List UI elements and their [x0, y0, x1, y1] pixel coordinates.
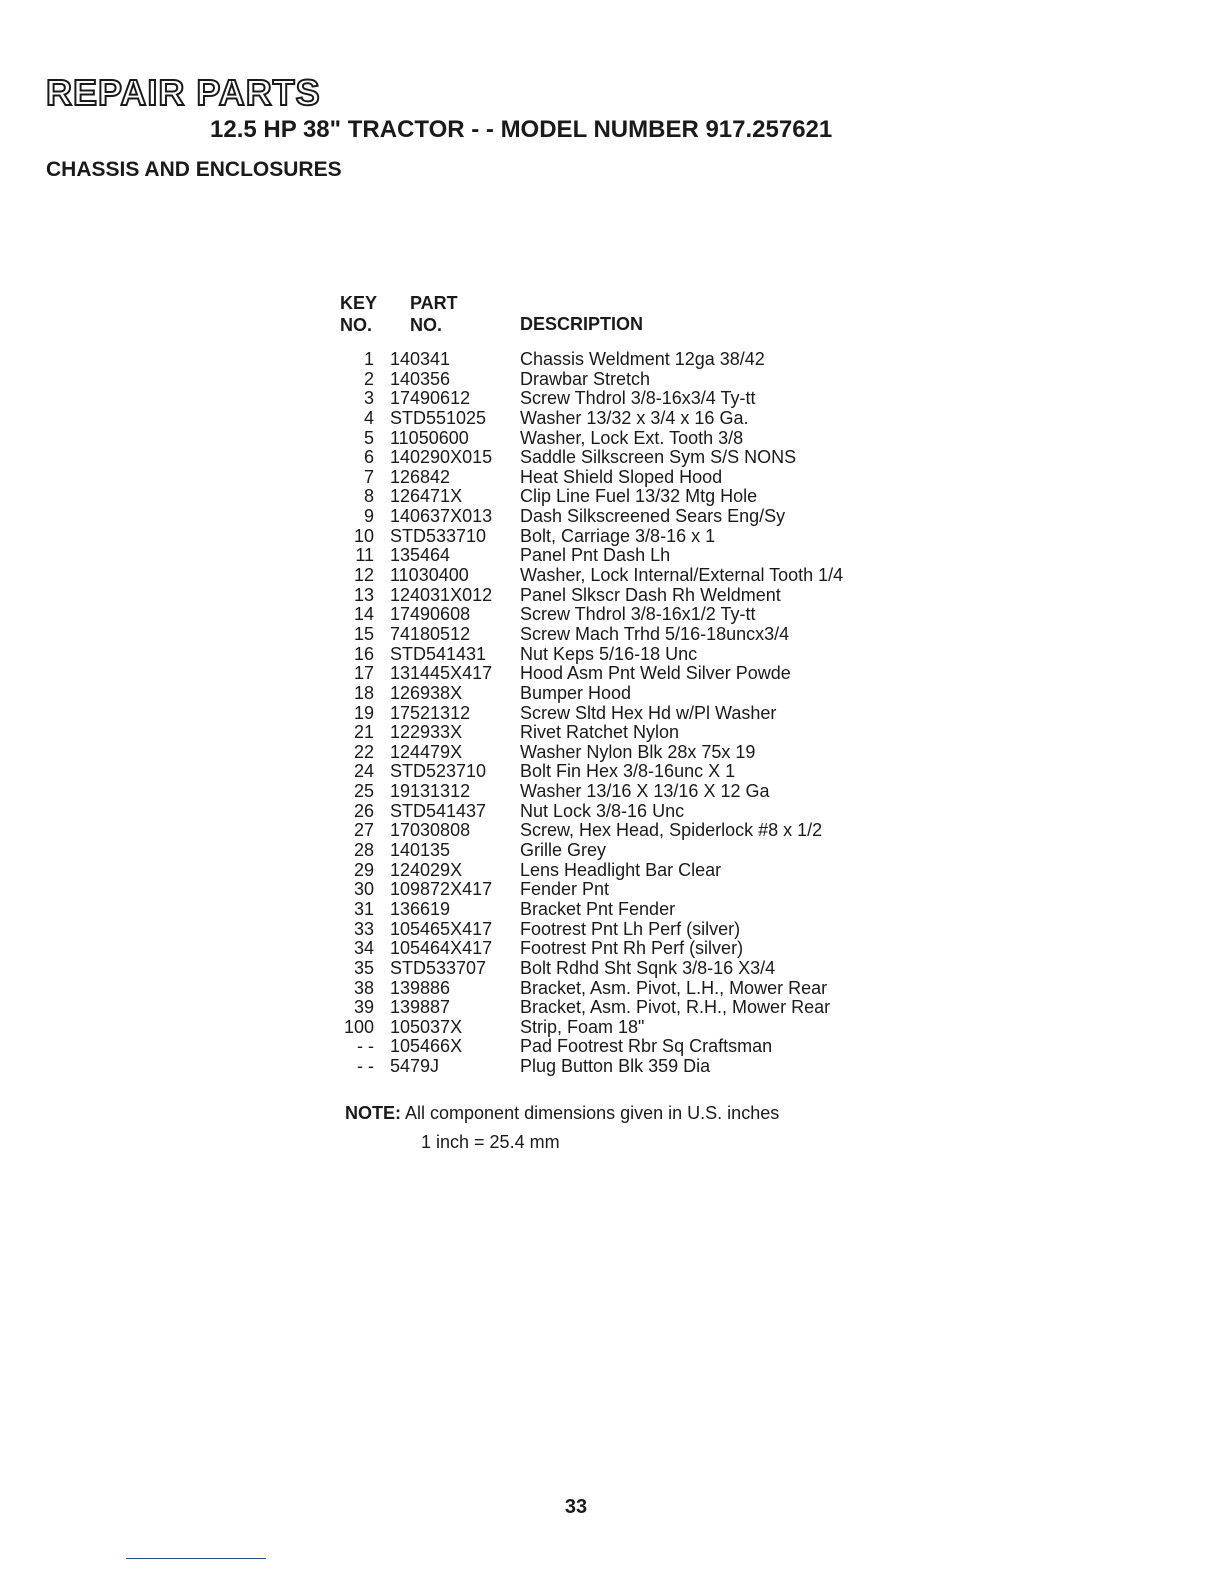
part-description: Strip, Foam 18" — [520, 1016, 645, 1037]
key-no: 26 — [353, 800, 374, 821]
key-no: 25 — [353, 781, 374, 802]
part-no: STD523710 — [390, 761, 487, 782]
part-description: Bracket, Asm. Pivot, L.H., Mower Rear — [520, 977, 828, 998]
part-description: Lens Headlight Bar Clear — [520, 859, 722, 880]
part-no: 126938X — [390, 682, 463, 703]
part-no: STD551025 — [390, 407, 487, 428]
part-description: Panel Pnt Dash Lh — [520, 545, 671, 566]
page-title: REPAIR PARTS — [46, 72, 321, 113]
key-no: 7 — [363, 466, 374, 487]
key-no: 35 — [353, 957, 374, 978]
part-description: Bracket, Asm. Pivot, R.H., Mower Rear — [520, 997, 831, 1018]
part-description: Plug Button Blk 359 Dia — [520, 1056, 711, 1077]
part-description: Washer 13/16 X 13/16 X 12 Ga — [520, 781, 770, 802]
part-description: Bolt, Carriage 3/8-16 x 1 — [520, 525, 716, 546]
part-no-header — [410, 292, 458, 336]
part-no: STD541437 — [390, 800, 487, 821]
note-block — [345, 1099, 780, 1152]
part-no: 122933X — [390, 722, 463, 743]
part-no: 140135 — [390, 840, 451, 861]
part-description: Pad Footrest Rbr Sq Craftsman — [520, 1036, 773, 1057]
part-description: Nut Lock 3/8-16 Unc — [520, 800, 685, 821]
part-no: 74180512 — [390, 623, 471, 644]
part-no: 5479J — [390, 1056, 440, 1077]
key-no: 24 — [353, 761, 374, 782]
key-no: 39 — [353, 997, 374, 1018]
key-no: 9 — [363, 506, 374, 527]
key-no: 1 — [363, 349, 374, 369]
key-no: 14 — [353, 604, 374, 625]
key-no: 6 — [363, 447, 374, 468]
footer-rule — [126, 1558, 266, 1559]
part-no: 140356 — [390, 368, 451, 389]
key-no: 13 — [353, 584, 374, 605]
part-description: Fender Pnt — [520, 879, 610, 900]
model-subtitle: 12.5 HP 38" TRACTOR - - MODEL NUMBER 917.257621 — [210, 116, 833, 143]
key-header-line2: NO. — [340, 315, 373, 335]
part-description: Bolt Fin Hex 3/8-16unc X 1 — [520, 761, 736, 782]
part-description: Clip Line Fuel 13/32 Mtg Hole — [520, 486, 758, 507]
part-no: 124029X — [390, 859, 463, 880]
part-description: Footrest Pnt Rh Perf (silver) — [520, 938, 744, 959]
key-no: 5 — [363, 427, 374, 448]
part-no: 19131312 — [390, 781, 471, 802]
part-no: 126471X — [390, 486, 463, 507]
note-line2: 1 inch = 25.4 mm — [421, 1132, 560, 1152]
part-header-line1: PART — [410, 293, 458, 313]
key-no: 18 — [353, 682, 374, 703]
part-no: 105466X — [390, 1036, 463, 1057]
key-no: 11 — [355, 545, 374, 566]
key-no: 17 — [353, 663, 374, 684]
part-no: 136619 — [390, 898, 451, 919]
part-description: Footrest Pnt Lh Perf (silver) — [520, 918, 741, 939]
part-description: Drawbar Stretch — [520, 368, 651, 389]
part-description: Bracket Pnt Fender — [520, 898, 676, 919]
key-no: 100 — [343, 1016, 374, 1037]
key-no: 2 — [363, 368, 374, 389]
part-no: 105037X — [390, 1016, 463, 1037]
part-no: 139886 — [390, 977, 451, 998]
description-header: DESCRIPTION — [520, 314, 644, 334]
part-description: Screw Thdrol 3/8-16x1/2 Ty-tt — [520, 604, 756, 625]
part-no: 109872X417 — [390, 879, 493, 900]
part-description: Washer, Lock Internal/External Tooth 1/4 — [520, 565, 844, 586]
part-description: Washer 13/32 x 3/4 x 16 Ga. — [520, 407, 749, 428]
note-label: NOTE: — [345, 1103, 401, 1123]
part-no: 140637X013 — [390, 506, 493, 527]
key-no: 33 — [353, 918, 374, 939]
key-no: 27 — [353, 820, 374, 841]
key-no: - - — [357, 1056, 374, 1077]
key-header-line1: KEY — [340, 293, 378, 313]
part-no: 126842 — [390, 466, 451, 487]
key-no: 21 — [353, 722, 374, 743]
part-description: Grille Grey — [520, 840, 607, 861]
part-description: Washer Nylon Blk 28x 75x 19 — [520, 741, 756, 762]
part-description: Chassis Weldment 12ga 38/42 — [520, 349, 765, 369]
page-number: 33 — [564, 1496, 588, 1518]
part-description: Saddle Silkscreen Sym S/S NONS — [520, 447, 797, 468]
part-no: 11050600 — [390, 427, 469, 448]
part-no: STD533707 — [390, 957, 487, 978]
key-no: 3 — [363, 388, 374, 409]
part-description: Screw Sltd Hex Hd w/Pl Washer — [520, 702, 777, 723]
part-description: Panel Slkscr Dash Rh Weldment — [520, 584, 781, 605]
part-no: 124479X — [390, 741, 463, 762]
key-no: 22 — [353, 741, 374, 762]
key-no: 10 — [353, 525, 374, 546]
key-no: 30 — [353, 879, 374, 900]
key-no: 15 — [353, 623, 374, 644]
part-no: 17521312 — [390, 702, 471, 723]
key-no: 38 — [353, 977, 374, 998]
key-no: 8 — [363, 486, 374, 507]
key-no: 34 — [353, 938, 374, 959]
key-no: 12 — [353, 565, 374, 586]
key-no: 19 — [353, 702, 374, 723]
part-no: 105465X417 — [390, 918, 493, 939]
key-no: 29 — [353, 859, 374, 880]
part-description: Bolt Rdhd Sht Sqnk 3/8-16 X3/4 — [520, 957, 776, 978]
part-no: 139887 — [390, 997, 451, 1018]
part-no: STD541431 — [390, 643, 487, 664]
part-no: 140341 — [390, 349, 451, 369]
key-no: 16 — [353, 643, 374, 664]
key-no: - - — [357, 1036, 374, 1057]
part-no: 17490612 — [390, 388, 471, 409]
part-description: Nut Keps 5/16-18 Unc — [520, 643, 698, 664]
part-description: Screw, Hex Head, Spiderlock #8 x 1/2 — [520, 820, 823, 841]
key-no: 31 — [353, 898, 374, 919]
part-description: Heat Shield Sloped Hood — [520, 466, 723, 487]
part-no: STD533710 — [390, 525, 487, 546]
part-description: Rivet Ratchet Nylon — [520, 722, 680, 743]
part-no: 135464 — [390, 545, 451, 566]
section-heading: CHASSIS AND ENCLOSURES — [46, 158, 342, 181]
part-no: 17030808 — [390, 820, 471, 841]
part-no: 105464X417 — [390, 938, 493, 959]
part-description: Bumper Hood — [520, 682, 632, 703]
key-no-header — [340, 292, 377, 336]
part-description: Screw Mach Trhd 5/16-18uncx3/4 — [520, 623, 790, 644]
part-no: 124031X012 — [390, 584, 493, 605]
key-no: 28 — [353, 840, 374, 861]
part-description: Hood Asm Pnt Weld Silver Powde — [520, 663, 791, 684]
part-no: 11030400 — [390, 565, 469, 586]
part-no: 140290X015 — [390, 447, 493, 468]
part-description: Dash Silkscreened Sears Eng/Sy — [520, 506, 786, 527]
part-no: 17490608 — [390, 604, 471, 625]
note-line1: All component dimensions given in U.S. inches — [405, 1103, 780, 1123]
part-header-line2: NO. — [410, 315, 443, 335]
part-description: Screw Thdrol 3/8-16x3/4 Ty-tt — [520, 388, 756, 409]
key-no: 4 — [363, 407, 374, 428]
part-no: 131445X417 — [390, 663, 493, 684]
part-description: Washer, Lock Ext. Tooth 3/8 — [520, 427, 744, 448]
